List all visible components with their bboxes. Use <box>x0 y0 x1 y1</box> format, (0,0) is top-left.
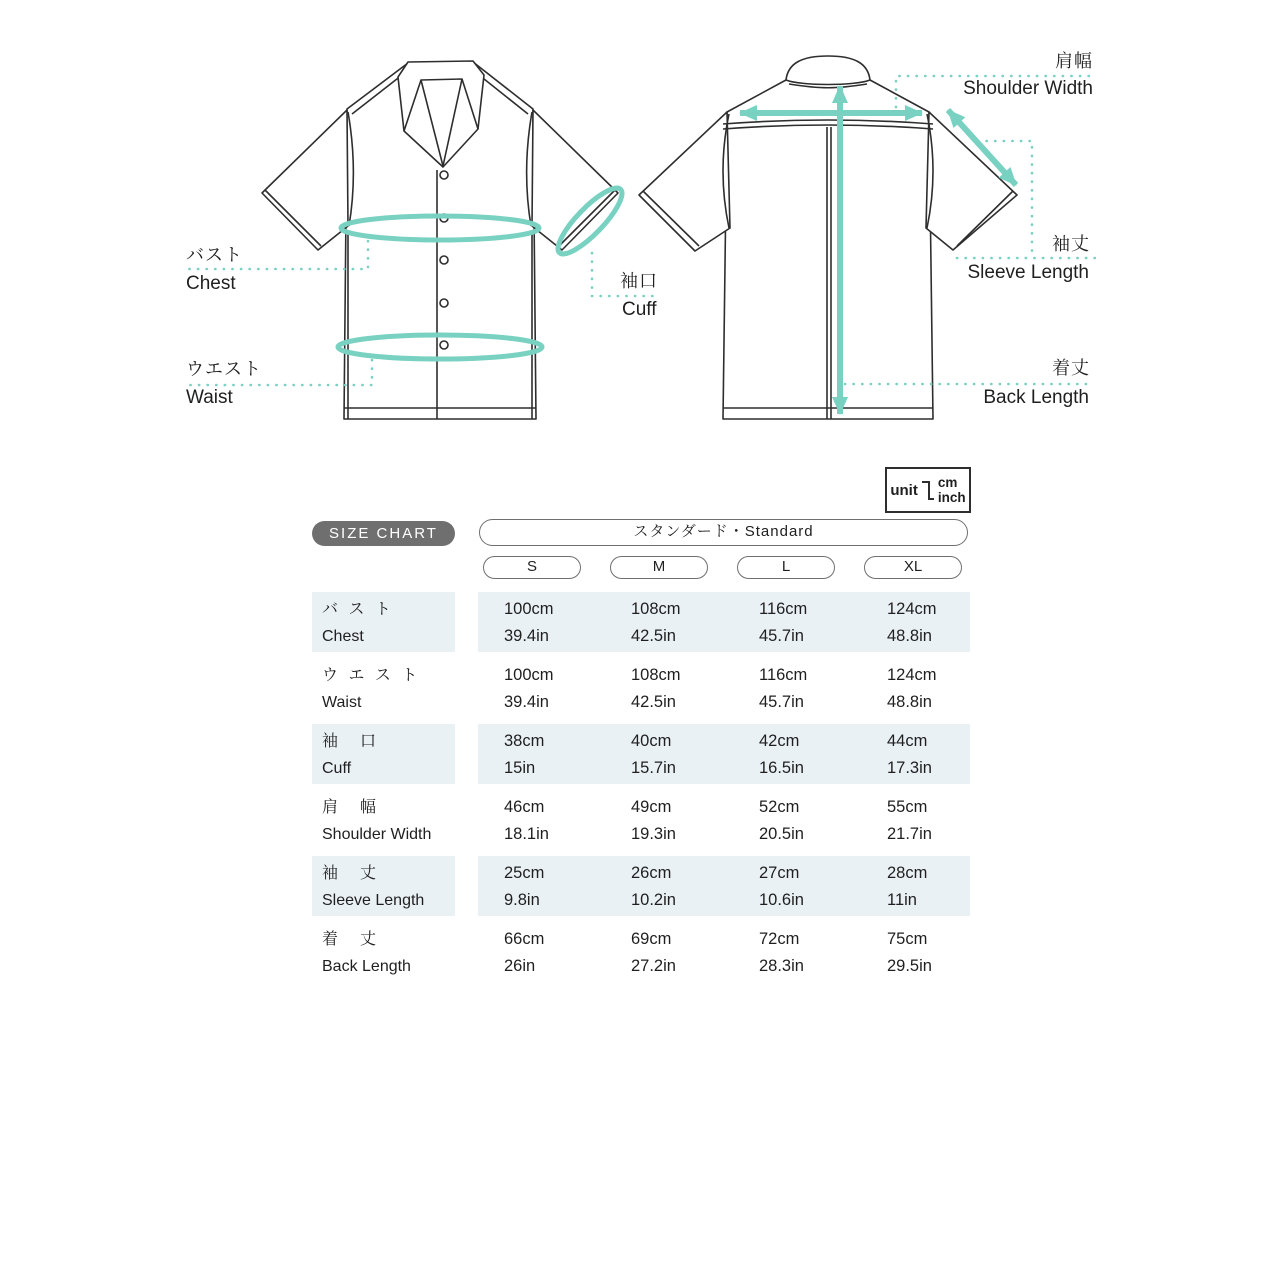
value-s: 46cm 18.1in <box>504 798 549 843</box>
value-xl: 55cm 21.7in <box>887 798 932 843</box>
value-l: 72cm 28.3in <box>759 930 804 975</box>
value-l: 116cm 45.7in <box>759 600 808 645</box>
unit-values <box>938 475 966 505</box>
row-label <box>312 790 455 850</box>
variant-pill: スタンダード・Standard <box>479 519 968 546</box>
row-label-ja: バ ス ト <box>322 601 394 618</box>
table-row-waist <box>0 658 1280 718</box>
unit-secondary: inch <box>937 490 966 505</box>
shoulder-width-label-en: Shoulder Width <box>963 78 1093 99</box>
back-length-label-en: Back Length <box>983 387 1089 408</box>
table-row-cuff <box>0 724 1280 784</box>
back-length-label-ja: 着丈 <box>1052 358 1090 378</box>
shoulder-width-label-ja: 肩幅 <box>1055 51 1093 71</box>
row-label-en: Chest <box>322 628 364 645</box>
row-values <box>478 658 970 718</box>
value-l: 52cm 20.5in <box>759 798 804 843</box>
value-s: 100cm 39.4in <box>504 666 554 711</box>
row-label-ja: 着 丈 <box>322 931 380 948</box>
row-label-en: Waist <box>322 694 362 711</box>
value-m: 40cm 15.7in <box>631 732 676 777</box>
size-header-l: L <box>737 556 835 579</box>
size-header-s: S <box>483 556 581 579</box>
row-label-ja: 袖 丈 <box>322 865 380 882</box>
sleeve-length-label-ja: 袖丈 <box>1052 234 1090 254</box>
value-xl: 44cm 17.3in <box>887 732 932 777</box>
value-m: 108cm 42.5in <box>631 600 681 645</box>
value-m: 108cm 42.5in <box>631 666 681 711</box>
unit-word: unit <box>890 481 918 499</box>
waist-label-ja: ウエスト <box>186 359 262 379</box>
value-l: 42cm 16.5in <box>759 732 804 777</box>
table-row-chest <box>0 592 1280 652</box>
chest-label-en: Chest <box>186 273 236 294</box>
cuff-label-ja: 袖口 <box>620 271 658 291</box>
row-values <box>478 856 970 916</box>
table-row-sleeve-length <box>0 856 1280 916</box>
unit-bracket-icon <box>921 474 935 506</box>
row-label <box>312 922 455 982</box>
value-m: 26cm 10.2in <box>631 864 676 909</box>
value-s: 38cm 15in <box>504 732 545 777</box>
value-xl: 124cm 48.8in <box>887 600 937 645</box>
size-header-m: M <box>610 556 708 579</box>
row-values <box>478 724 970 784</box>
row-values <box>478 922 970 982</box>
row-values <box>478 592 970 652</box>
size-chart-title: SIZE CHART <box>312 521 455 546</box>
size-header-xl: XL <box>864 556 962 579</box>
value-l: 116cm 45.7in <box>759 666 808 711</box>
table-row-back-length <box>0 922 1280 982</box>
value-m: 69cm 27.2in <box>631 930 676 975</box>
waist-label-en: Waist <box>186 387 233 408</box>
row-label-ja: ウ エ ス ト <box>322 667 421 684</box>
row-label <box>312 592 455 652</box>
row-label <box>312 856 455 916</box>
row-label-ja: 肩 幅 <box>322 799 380 816</box>
sleeve-length-label-en: Sleeve Length <box>967 262 1089 283</box>
row-label-ja: 袖 口 <box>322 733 380 750</box>
row-values <box>478 790 970 850</box>
row-label-en: Cuff <box>322 760 352 777</box>
cuff-label-en: Cuff <box>622 299 657 320</box>
chest-label-ja: バスト <box>186 245 243 265</box>
value-s: 66cm 26in <box>504 930 545 975</box>
value-s: 100cm 39.4in <box>504 600 554 645</box>
unit-primary: cm <box>937 475 958 490</box>
row-label <box>312 658 455 718</box>
row-label-en: Back Length <box>322 958 411 975</box>
unit-legend <box>885 467 971 513</box>
value-xl: 28cm 11in <box>887 864 928 909</box>
value-m: 49cm 19.3in <box>631 798 676 843</box>
value-l: 27cm 10.6in <box>759 864 804 909</box>
value-xl: 124cm 48.8in <box>887 666 937 711</box>
value-s: 25cm 9.8in <box>504 864 545 909</box>
value-xl: 75cm 29.5in <box>887 930 932 975</box>
row-label <box>312 724 455 784</box>
row-label-en: Sleeve Length <box>322 892 425 909</box>
table-row-shoulder-width <box>0 790 1280 850</box>
row-label-en: Shoulder Width <box>322 826 432 843</box>
